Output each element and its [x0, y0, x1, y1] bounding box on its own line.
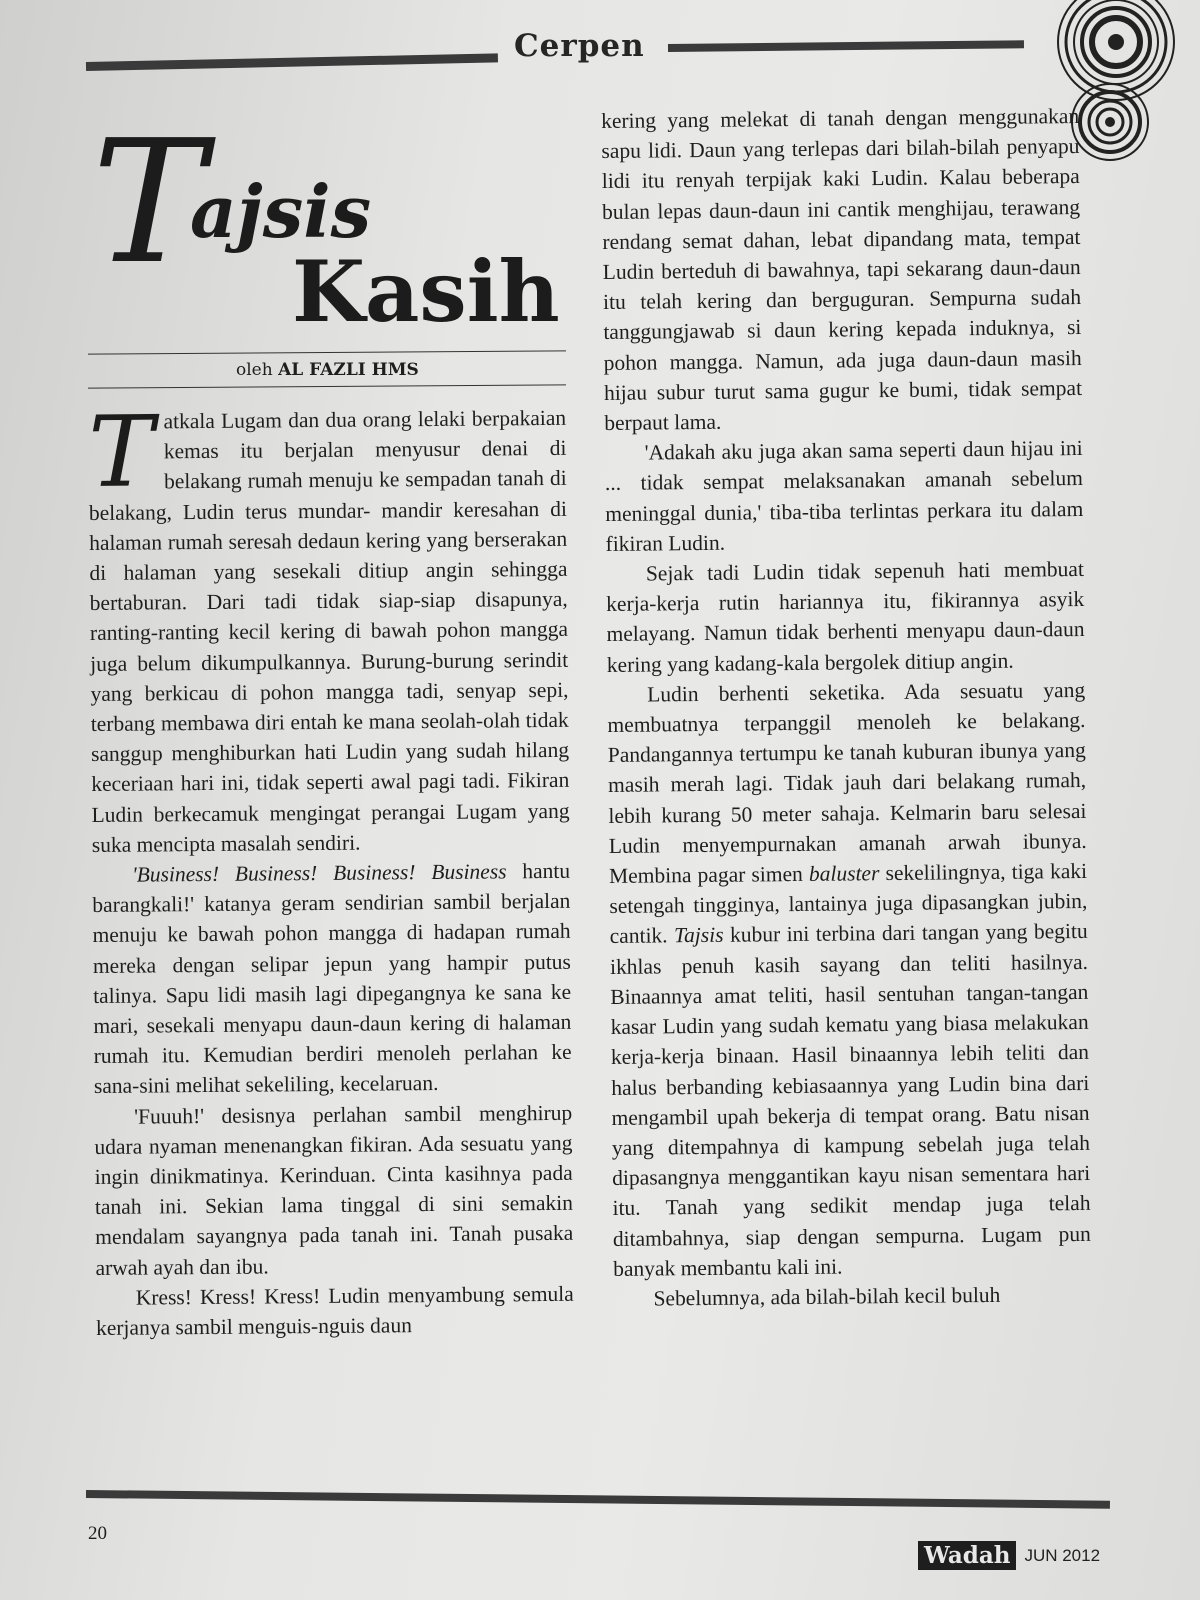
paragraph [87, 395, 570, 860]
paragraph-text: hantu barangkali!' katanya geram sendirian sambil berjalan menuju ke bawah pohon mangga di hadapan rumah mereka dengan selipar jepun yang hampir putus talinya. Sapu lidi masih lagi dipegangnya ke sana ke mari, sesekali menyapu daun-daun kering di halaman rumah itu. Kemudian berdiri menoleh perlahan ke sana-sini melihat sekeliling, kecelaruan. [92, 858, 572, 1099]
italic-text: 'Business! Business! Business! Business [131, 859, 507, 887]
paragraph-text: kubur ini terbina dari tangan yang begitu ikhlas penuh kasih sayang dan teliti hasilnya. Binaannya amat teliti, hasil sentuhan tangan-tangan kasar Ludin yang sudah kematu yang biasa melakukan kerja-kerja binaan. Hasil binaannya lebih teliti dan halus berbanding kebiasaannya yang Ludin bina dari mengambil upah bekerja di tempat orang. Batu nisan yang ditempahnya di kampung sebelah juga telah dipasangnya menggantikan kayu nisan sementara hari itu. Tanah yang sedikit mendap juga telah ditambahnya, siap dengan sempurna. Lugam pun banyak membantu kali ini. [609, 919, 1091, 1281]
paragraph: Kress! Kress! Kress! Ludin menyambung semula kerjanya sambil menguis-nguis daun [95, 1281, 574, 1341]
magazine-logo: Wadah [918, 1541, 1016, 1570]
paragraph [92, 856, 572, 1102]
paragraph [607, 675, 1091, 1284]
issue-date: JUN 2012 [1024, 1545, 1101, 1565]
byline-rule-top [88, 350, 566, 354]
left-column [87, 395, 574, 1343]
paragraph: kering yang melekat di tanah dengan menggunakan sapu lidi. Daun yang terlepas dari bilah-bilah penyapu lidi itu renyah terpijak kaki Ludin. Kalau beberapa bulan lepas daun-daun ini cantik menghijau, terawang rendang semat dahan, lebat dipandang mata, tempat Ludin berteduh di bawahnya, tapi sekarang daun-daun itu telah kering dan berguguran. Sempurna sudah tanggungjawab si daun kering kepada induknya, si pohon mangga. Namun, ada juga daun-daun masih hijau subur turut sama gugur ke bumi, tidak sempat berpaut lama. [601, 103, 1083, 436]
paragraph-text: Ludin berhenti seketika. Ada sesuatu yang membuatnya terpanggil menoleh ke belakang. Pandangannya tertumpu ke tanah kuburan ibunya yang masih merah lagi. Tidak jauh dari belakang rumah, lebih kurang 50 meter sahaja. Kelmarin baru selesai Ludin menyempurnakan amanah arwah ibunya. Membina pagar simen [607, 677, 1087, 889]
paragraph-text: atkala Lugam dan dua orang lelaki berpakaian kemas itu berjalan menyusur denai di belakang rumah menuju ke sempadan tanah di belakang, Ludin terus mundar- mandir keresahan di halaman rumah seresah dedaun kering yang berserakan di halaman yang sesekali ditiup angin sehingga bertaburan. Dari tadi tidak siap-siap disapunya, ranting-ranting kecil kering di bawah pohon mangga juga belum dikumpulkannya. Burung-burung serindit yang berkicau di pohon mangga tadi, senyap sepi, terbang membawa diri entah ke mana seolah-olah tidak sanggup menghiburkan hati Ludin yang sudah hilang keceriaan hari ini, tidak seperti awal pagi tadi. Fikiran Ludin berkecamuk mengingat perangai Lugam yang suka mencipta masalah sendiri. [88, 405, 570, 857]
paragraph: 'Fuuuh!' desisnya perlahan sambil menghirup udara nyaman menenangkan fikiran. Ada sesuatu yang ingin dinikmatinya. Kerinduan. Cinta kasihnya pada tanah ini. Sekian lama tinggal di sini semakin mendalam sayangnya pada tanah ini. Tanah pusaka arwah ayah dan ibu. [94, 1100, 574, 1280]
page-number: 20 [88, 1523, 107, 1544]
drop-cap: T [87, 395, 155, 510]
byline-prefix: oleh [236, 360, 273, 380]
byline-author: AL FAZLI HMS [278, 360, 419, 380]
byline-rule-bottom [88, 384, 566, 388]
title-line-1: ajsis [190, 169, 372, 254]
header-rule-right [668, 40, 1024, 52]
paragraph: Sebelumnya, ada bilah-bilah kecil buluh [653, 1282, 1001, 1311]
italic-text: Tajsis [673, 923, 724, 948]
italic-text: baluster [808, 861, 880, 886]
paragraph: 'Adakah aku juga akan sama seperti daun hijau ini ... tidak sempat melaksanakan amanah sebelum meninggal dunia,' tiba-tiba terlintas perkara itu dalam fikiran Ludin. [604, 436, 1084, 556]
paragraph: Sejak tadi Ludin tidak sepenuh hati membuat kerja-kerja rutin hariannya itu, fikirannya asyik melayang. Namun tidak berhenti menyapu daun-daun kering yang kadang-kala bergolek ditiup angin. [606, 557, 1085, 677]
right-column [601, 101, 1092, 1314]
byline [236, 360, 419, 380]
footer-rule [86, 1490, 1110, 1509]
section-title: Cerpen [514, 28, 645, 64]
header-rule-left [86, 53, 498, 71]
title-initial: T [92, 104, 206, 302]
title-line-2: Kasih [292, 242, 560, 341]
paragraph-text: sekelilingnya, tiga kaki setengah tingginya, lantainya juga dipasangkan jubin, cantik. [609, 859, 1088, 949]
footer-masthead [918, 1541, 1100, 1570]
